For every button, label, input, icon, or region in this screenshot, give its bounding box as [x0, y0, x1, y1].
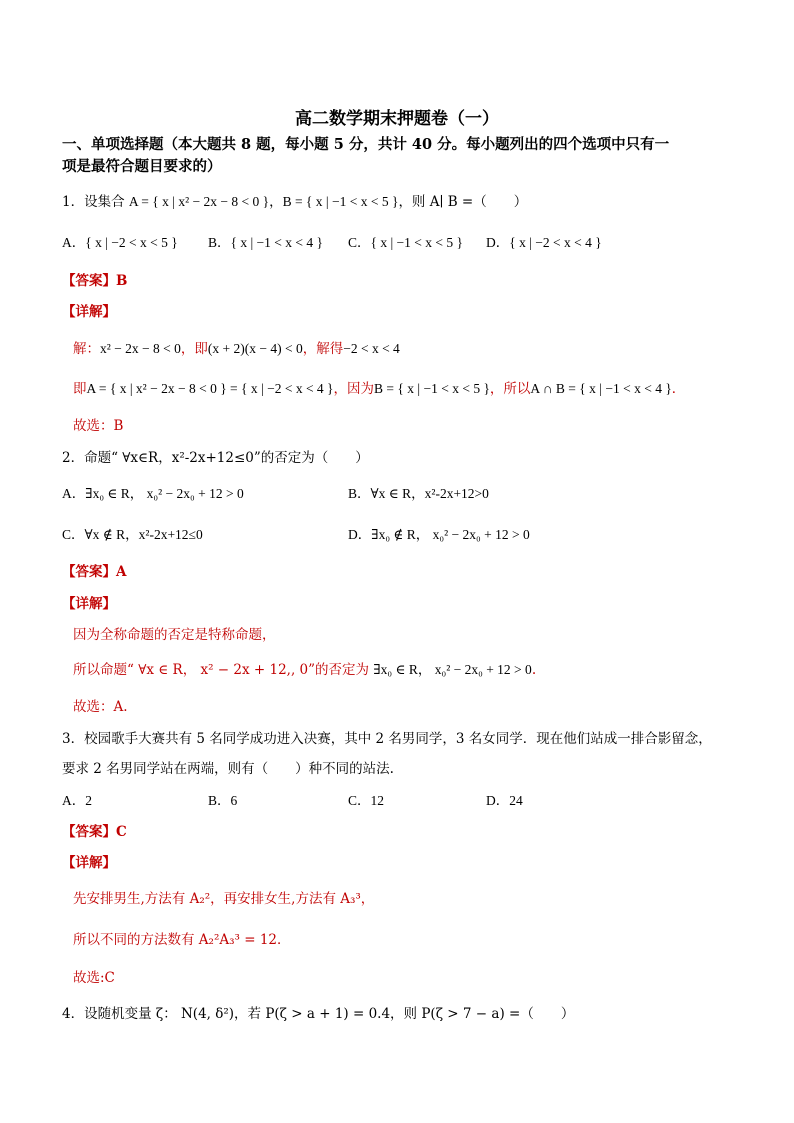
q2-detail-line1: 因为全称命题的否定是特称命题， [73, 627, 276, 643]
q2-answer [62, 560, 126, 580]
page-title: 高二数学期末押题卷（一） [295, 109, 499, 129]
q2-detail2-end: . [531, 662, 537, 678]
q3-stem-line2: 要求 2 名男同学站在两端，则有（ ）种不同的站法. [62, 761, 394, 777]
q3-conclusion: 故选:C [73, 970, 115, 986]
q3-option-c: C．12 [348, 793, 385, 808]
q1-detail1-prefix: 解： [73, 341, 100, 357]
q1-detail2-mid: ，因为 [333, 381, 375, 397]
q1-option-b: B．{ x | −1 < x < 4 } [208, 235, 324, 250]
q2-detail2-prefix: 所以命题“ ∀x ∈ R， x² − 2x + 12,, 0”的否定为 [73, 662, 374, 678]
q1-stem [62, 190, 527, 210]
q2-option-a: A．∃x₀ ∈ R， x₀² − 2x₀ + 12 > 0 [62, 486, 244, 501]
q1-conclusion: 故选：B [73, 418, 124, 434]
q2-option-c: C．∀x ∉ R，x²-2x+12≤0 [62, 527, 203, 542]
q1-option-d: D．{ x | −2 < x < 4 } [486, 235, 602, 250]
q3-answer [62, 820, 127, 840]
q1-set-a: A = { x | x² − 2x − 8 < 0 } [128, 194, 270, 209]
q1-stem-prefix: 1．设集合 [62, 194, 129, 210]
q3-option-b: B．6 [208, 793, 238, 808]
q3-detail-line1: 先安排男生,方法有 A₂²，再安排女生,方法有 A₃³， [73, 891, 375, 907]
section-heading-line2: 项是最符合题目要求的） [62, 158, 222, 175]
q1-detail1-math: x² − 2x − 8 < 0 [100, 341, 181, 356]
q1-option-a: A．{ x | −2 < x < 5 } [62, 235, 178, 250]
q1-detail1-mid: ，即 [180, 341, 208, 357]
q3-detail-label: 【详解】 [62, 855, 116, 871]
q2-stem: 2．命题“ ∀x∈R，x²-2x+12≤0”的否定为（ ） [62, 450, 369, 466]
q2-detail2-math: ∃x₀ ∈ R， x₀² − 2x₀ + 12 > 0 [373, 662, 532, 677]
q1-stem-suffix: ，则 A∣ B =（ ） [398, 194, 528, 210]
q3-answer-value: C [116, 824, 127, 840]
q1-option-c: C．{ x | −1 < x < 5 } [348, 235, 464, 250]
q1-detail2-mid2: ，所以 [489, 381, 531, 397]
q1-detail2-end: ． [671, 381, 686, 397]
q1-detail2-math3: A ∩ B = { x | −1 < x < 4 } [530, 381, 672, 396]
q1-detail1-math2: (x + 2)(x − 4) < 0 [207, 341, 303, 356]
q1-answer-label: 【答案】 [62, 273, 116, 289]
q3-detail-line2: 所以不同的方法数有 A₂²A₃³ = 12． [73, 932, 291, 948]
q1-stem-sep: ， [269, 194, 283, 210]
q2-answer-value: A [116, 564, 127, 580]
q2-option-b: B．∀x ∈ R，x²-2x+12>0 [348, 486, 489, 501]
q3-option-a: A．2 [62, 793, 92, 808]
q3-option-d: D．24 [486, 793, 523, 808]
q2-answer-label: 【答案】 [62, 564, 116, 580]
q1-detail-line2 [73, 377, 685, 397]
q1-detail-line1 [73, 337, 400, 357]
section-heading-line1: 一、单项选择题（本大题共 8 题，每小题 5 分，共计 40 分。每小题列出的四个选项中只有一 [62, 136, 670, 153]
q1-set-b: B = { x | −1 < x < 5 } [282, 194, 399, 209]
q4-stem: 4．设随机变量 ζ： N(4, δ²)，若 P(ζ > a + 1) = 0.4，则 P(ζ > 7 − a) =（ ） [62, 1006, 575, 1022]
q2-conclusion: 故选：A. [73, 699, 128, 715]
q3-answer-label: 【答案】 [62, 824, 116, 840]
q1-detail2-math: A = { x | x² − 2x − 8 < 0 } = { x | −2 < x < 4 } [86, 381, 334, 396]
q1-detail2-prefix: 即 [73, 381, 87, 397]
q1-detail-label: 【详解】 [62, 304, 116, 320]
q1-answer-value: B [116, 273, 128, 289]
q2-detail-label: 【详解】 [62, 596, 116, 612]
q3-stem-line1: 3．校园歌手大赛共有 5 名同学成功进入决赛，其中 2 名男同学，3 名女同学．现在他们站成一排合影留念， [62, 731, 712, 747]
q2-detail-line2 [73, 658, 536, 678]
q1-detail2-math2: B = { x | −1 < x < 5 } [374, 381, 490, 396]
q1-detail1-mid2: ，解得 [302, 341, 344, 357]
q1-detail1-math3: −2 < x < 4 [343, 341, 400, 356]
q1-answer [62, 269, 127, 289]
q2-option-d: D．∃x₀ ∉ R， x₀² − 2x₀ + 12 > 0 [348, 527, 530, 542]
